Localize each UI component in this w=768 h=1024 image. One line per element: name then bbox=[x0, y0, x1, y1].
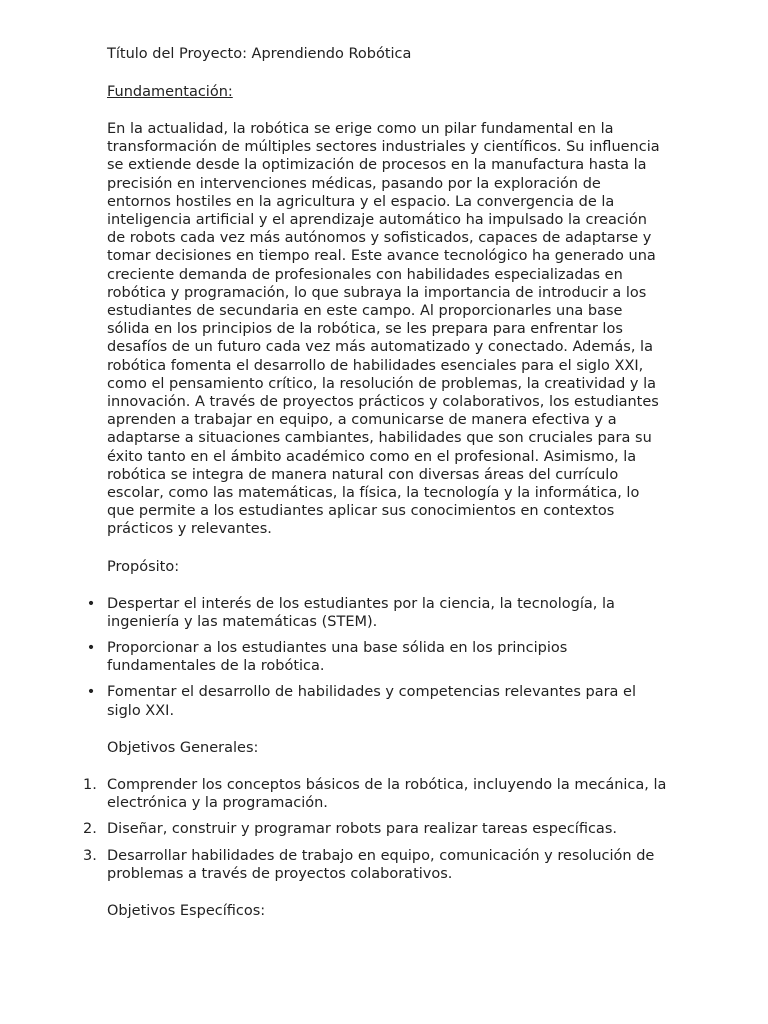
list-item-text: Diseñar, construir y programar robots para realizar tareas específicas. bbox=[107, 821, 617, 838]
project-title: Título del Proyecto: Aprendiendo Robótica bbox=[107, 46, 412, 62]
list-number: 1. bbox=[83, 776, 97, 793]
objetivos-especificos-heading: Objetivos Específicos: bbox=[107, 902, 266, 919]
list-item bbox=[86, 595, 667, 631]
bullet-icon: • bbox=[86, 684, 96, 701]
fundamentacion-paragraph: En la actualidad, la robótica se erige como un pilar fundamental en la transformación de múltiples sectores industriales y científicos. Su influencia se extiende desde la optimización de procesos en la manufactura hasta la precisión en intervenciones médicas, pasando por la exploración de entornos hostiles en la agricultura y el espacio. La convergencia de la inteligencia artificial y el aprendizaje automático ha impulsado la creación de robots cada vez más autónomos y sofisticados, capaces de adaptarse y tomar decisiones en tiempo real. Este avance tecnológico ha generado una creciente demanda de profesionales con habilidades especializadas en robótica y programación, lo que subraya la importancia de introducir a los estudiantes de secundaria en este campo. Al proporcionarles una base sólida en los principios de la robótica, se les prepara para enfrentar los desafíos de un futuro cada vez más automatizado y conectado. Además, la robótica fomenta el desarrollo de habilidades esenciales para el siglo XXI, como el pensamiento crítico, la resolución de problemas, la creatividad y la innovación. A través de proyectos prácticos y colaborativos, los estudiantes aprenden a trabajar en equipo, a comunicarse de manera efectiva y a adaptarse a situaciones cambiantes, habilidades que son cruciales para su éxito tanto en el ámbito académico como en el profesional. Asimismo, la robótica se integra de manera natural con diversas áreas del currículo escolar, como las matemáticas, la física, la tecnología y la informática, lo que permite a los estudiantes aplicar sus conocimientos en contextos prácticos y relevantes. bbox=[107, 121, 660, 538]
bullet-icon: • bbox=[86, 595, 96, 612]
list-item bbox=[86, 639, 667, 675]
fundamentacion-heading: Fundamentación: bbox=[107, 84, 233, 100]
proposito-list bbox=[86, 595, 667, 720]
bullet-icon: • bbox=[86, 640, 96, 657]
document-page bbox=[83, 44, 667, 939]
list-number: 2. bbox=[83, 821, 97, 838]
list-number: 3. bbox=[83, 847, 97, 864]
list-item-text: Fomentar el desarrollo de habilidades y competencias relevantes para el siglo XXI. bbox=[107, 684, 636, 719]
list-item bbox=[86, 683, 667, 719]
list-item bbox=[83, 847, 667, 883]
list-item-text: Proporcionar a los estudiantes una base sólida en los principios fundamentales de la robótica. bbox=[107, 640, 568, 675]
proposito-heading: Propósito: bbox=[107, 558, 180, 575]
list-item-text: Comprender los conceptos básicos de la robótica, incluyendo la mecánica, la electrónica y la programación. bbox=[107, 776, 667, 812]
objetivos-generales-list bbox=[83, 776, 667, 883]
list-item bbox=[83, 820, 667, 838]
list-item-text: Desarrollar habilidades de trabajo en equipo, comunicación y resolución de problemas a través de proyectos colaborativos. bbox=[107, 847, 655, 882]
list-item bbox=[83, 776, 667, 812]
list-item-text: Despertar el interés de los estudiantes por la ciencia, la tecnología, la ingeniería y las matemáticas (STEM). bbox=[107, 595, 615, 630]
objetivos-generales-heading: Objetivos Generales: bbox=[107, 739, 259, 756]
